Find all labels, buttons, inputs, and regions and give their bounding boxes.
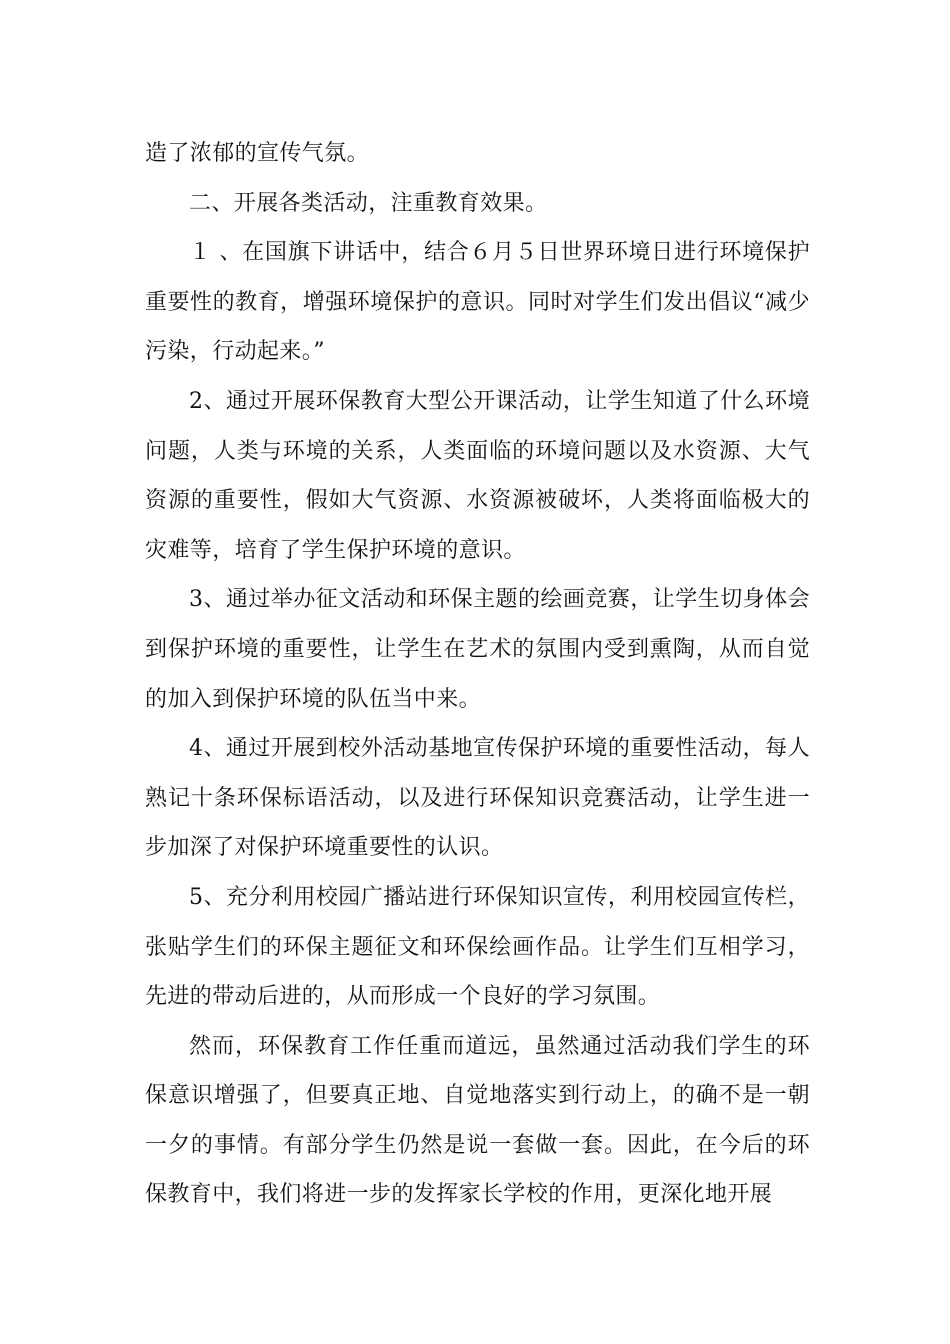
paragraph-continuation: 造了浓郁的宣传气氛。 xyxy=(145,141,370,166)
paragraph-item-5: 5、充分利用校园广播站进行环保知识宣传，利用校园宣传栏，张贴学生们的环保主题征文和环保绘画作品。让学生们互相学习，先进的带动后进的，从而形成一个良好的学习氛围。 xyxy=(145,884,810,1010)
document-body xyxy=(145,129,810,1220)
paragraph-item-2: 2、通过开展环保教育大型公开课活动，让学生知道了什么环境问题，人类与环境的关系，人类面临的环境问题以及水资源、大气资源的重要性，假如大气资源、水资源被破坏，人类将面临极大的灾难等，培育了学生保护环境的意识。 xyxy=(145,388,810,563)
paragraph-item-1: １ 、在国旗下讲话中，结合６月５日世界环境日进行环境保护重要性的教育，增强环境保护的意识。同时对学生们发出倡议“减少污染，行动起来。” xyxy=(145,240,810,365)
paragraph-item-4: 4、通过开展到校外活动基地宣传保护环境的重要性活动，每人熟记十条环保标语活动，以及进行环保知识竞赛活动，让学生进一步加深了对保护环境重要性的认识。 xyxy=(145,736,810,861)
paragraph-item-3: 3、通过举办征文活动和环保主题的绘画竞赛，让学生切身体会到保护环境的重要性，让学生在艺术的氛围内受到熏陶，从而自觉的加入到保护环境的队伍当中来。 xyxy=(145,587,810,712)
paragraph-conclusion: 然而，环保教育工作任重而道远，虽然通过活动我们学生的环保意识增强了，但要真正地、自觉地落实到行动上，的确不是一朝一夕的事情。有部分学生仍然是说一套做一套。因此，在今后的环保教育中，我们将进一步的发挥家长学校的作用，更深化地开展 xyxy=(145,1033,810,1208)
section-heading: 二、开展各类活动，注重教育效果。 xyxy=(189,190,548,216)
